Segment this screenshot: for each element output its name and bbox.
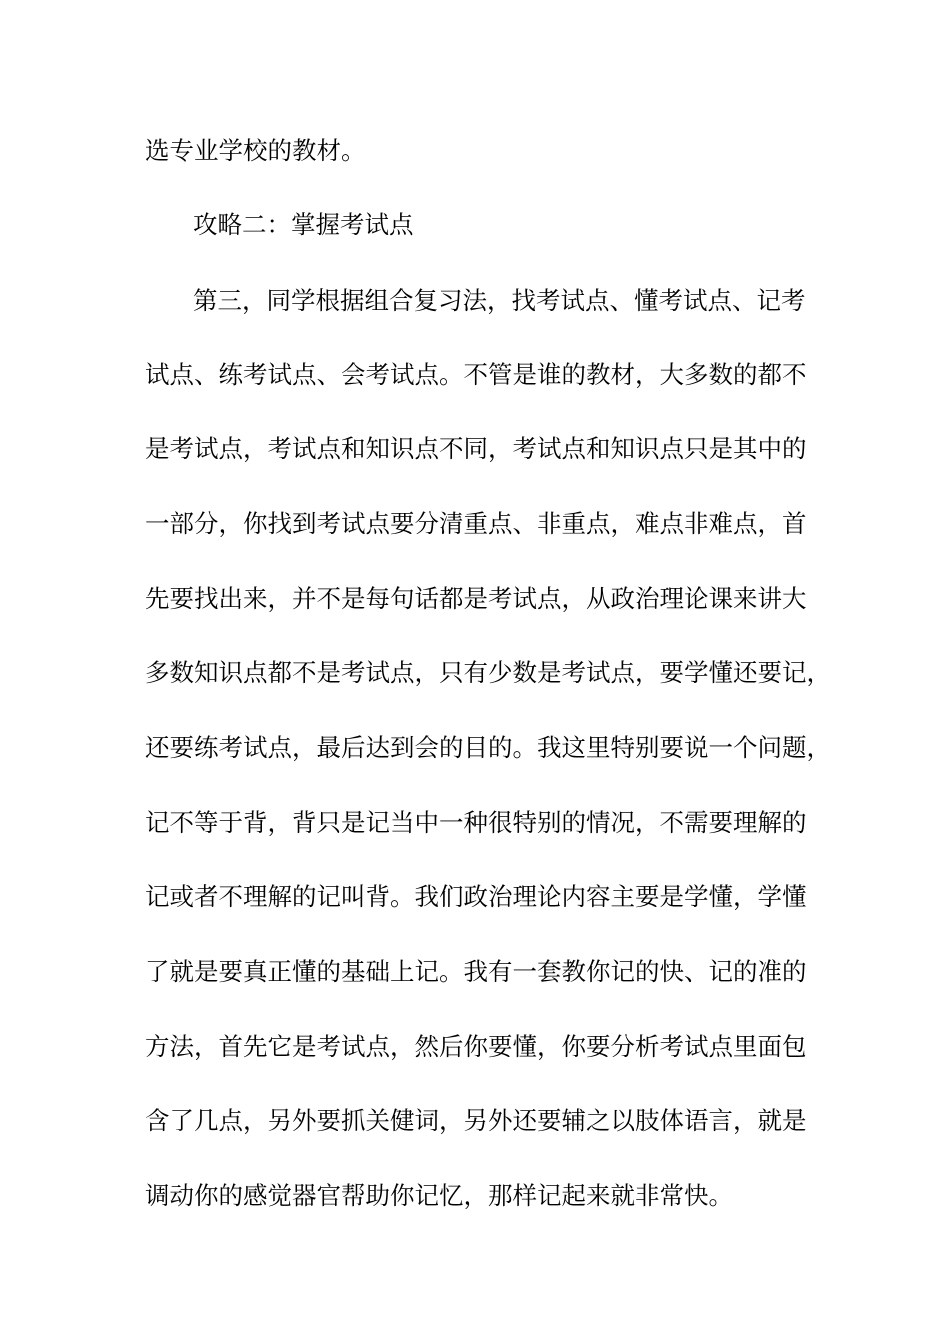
text-line-9: 还要练考试点，最后达到会的目的。我这里特别要说一个问题， xyxy=(145,733,831,762)
text-line-7: 先要找出来，并不是每句话都是考试点，从政治理论课来讲大 xyxy=(145,584,807,613)
text-line-12: 了就是要真正懂的基础上记。我有一套教你记的快、记的准的 xyxy=(145,957,807,986)
text-line-4: 试点、练考试点、会考试点。不管是谁的教材，大多数的都不 xyxy=(145,360,807,389)
text-line-13: 方法，首先它是考试点，然后你要懂，你要分析考试点里面包 xyxy=(145,1032,807,1061)
text-line-11: 记或者不理解的记叫背。我们政治理论内容主要是学懂，学懂 xyxy=(145,882,807,911)
text-line-1: 选专业学校的教材。 xyxy=(145,136,366,165)
text-line-14: 含了几点，另外要抓关健词，另外还要辅之以肢体语言，就是 xyxy=(145,1106,807,1135)
text-line-15: 调动你的感觉器官帮助你记忆，那样记起来就非常快。 xyxy=(145,1181,733,1210)
text-line-10: 记不等于背，背只是记当中一种很特别的情况，不需要理解的 xyxy=(145,808,807,837)
text-line-5: 是考试点，考试点和知识点不同，考试点和知识点只是其中的 xyxy=(145,434,807,463)
text-line-6: 一部分，你找到考试点要分清重点、非重点，难点非难点，首 xyxy=(145,509,807,538)
section-heading: 攻略二：掌握考试点 xyxy=(193,210,414,239)
paragraph-first-line: 第三，同学根据组合复习法，找考试点、懂考试点、记考 xyxy=(193,286,806,315)
text-line-8: 多数知识点都不是考试点，只有少数是考试点，要学懂还要记， xyxy=(145,658,831,687)
